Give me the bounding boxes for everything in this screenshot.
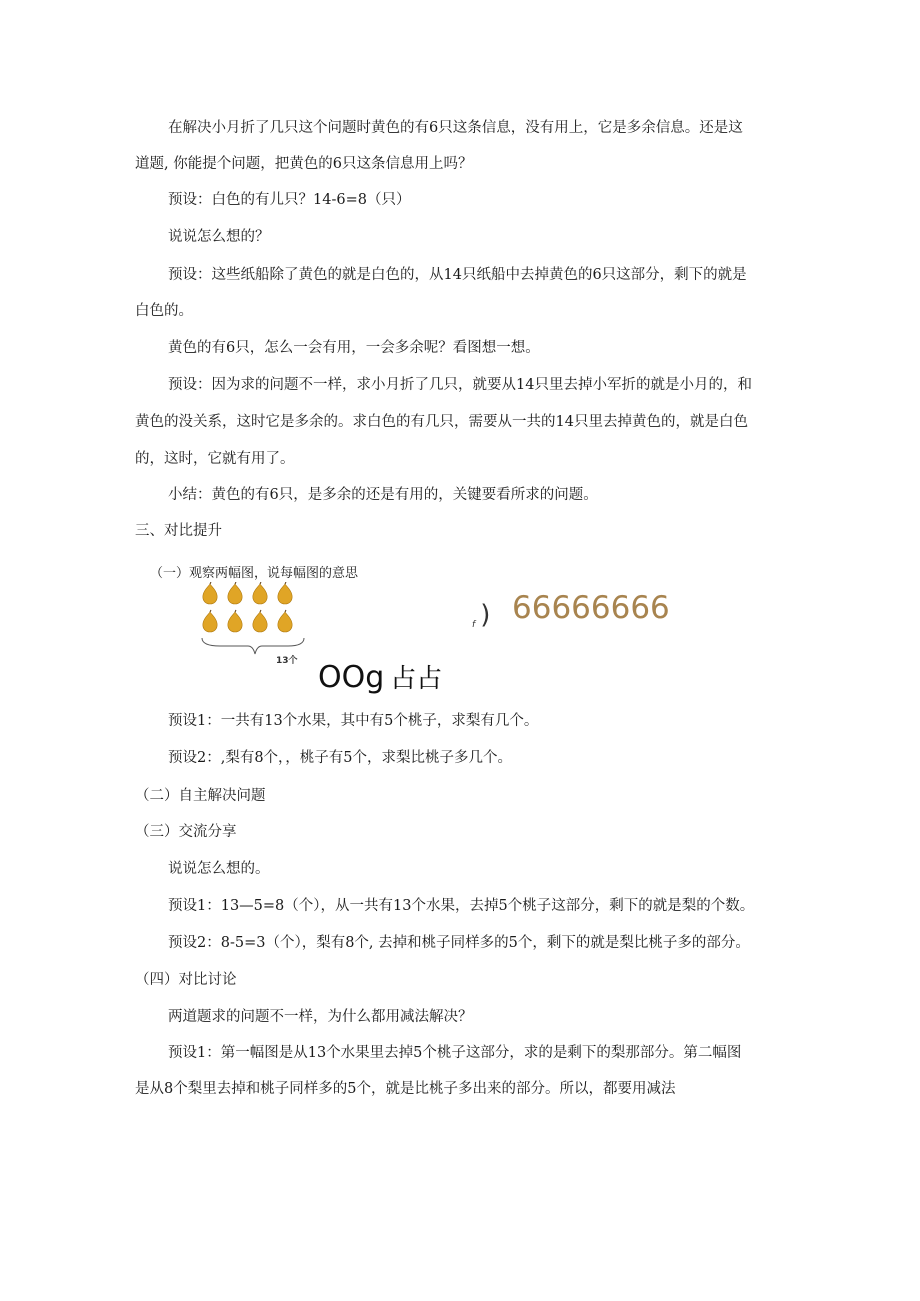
para-6-line-1: 预设：因为求的问题不一样，求小月折了几只，就要从14只里去掉小军折的就是小月的，和: [168, 377, 752, 393]
para-6-line-2: 黄色的没关系，这时它是多余的。求白色的有几只，需要从一共的14只里去掉黄色的，就是白色: [135, 414, 748, 430]
subheading-4: （四）对比讨论: [135, 972, 237, 988]
summary: 小结：黄色的有6只，是多余的还是有用的，关键要看所求的问题。: [168, 487, 598, 503]
subheading-1: （一）观察两幅图，说每幅图的意思: [150, 566, 359, 581]
para-14-line-2: 是从8个梨里去掉和桃子同样多的5个，就是比桃子多出来的部分。所以，都要用减法: [135, 1081, 676, 1097]
sixes-figure: 66666666: [512, 590, 670, 626]
subheading-2: （二）自主解决问题: [135, 788, 266, 804]
para-4-line-2: 白色的。: [135, 303, 193, 319]
oog-text: OOg: [318, 660, 385, 695]
para-10: 说说怎么想的。: [168, 861, 270, 877]
preset-2: 预设2：,梨有8个，，桃子有5个，求梨比桃子多几个。: [168, 750, 513, 766]
para-12: 预设2：8-5=3（个），梨有8个, 去掉和桃子同样多的5个，剩下的就是梨比桃子多的部分。: [168, 935, 750, 951]
para-3: 说说怎么想的？: [168, 229, 270, 245]
para-13: 两道题求的问题不一样，为什么都用减法解决？: [168, 1009, 473, 1025]
f-mark: f: [472, 620, 476, 630]
oog-zh-text: 占占: [390, 664, 443, 694]
figure-mark: [472, 600, 490, 630]
paren-mark: ): [480, 600, 491, 630]
pear-picture: [198, 582, 300, 638]
para-2: 预设：白色的有儿只？14-6=8（只）: [168, 192, 411, 208]
para-11: 预设1：13—5=8（个），从一共有13个水果，去掉5个桃子这部分，剩下的就是梨的个数。: [168, 898, 755, 914]
para-1-line-1: 在解决小月折了几只这个问题时黄色的有6只这条信息，没有用上，它是多余信息。还是这: [168, 120, 743, 136]
para-5: 黄色的有6只，怎么一会有用，一会多余呢？看图想一想。: [168, 340, 540, 356]
oog-figure: [318, 658, 442, 695]
para-6-line-3: 的，这时，它就有用了。: [135, 451, 295, 467]
brace-label: 13个: [276, 656, 298, 666]
para-14-line-1: 预设1：第一幅图是从13个水果里去掉5个桃子这部分，求的是剩下的梨那部分。第二幅图: [168, 1045, 742, 1061]
pear-icons: [198, 582, 300, 638]
para-4-line-1: 预设：这些纸船除了黄色的就是白色的，从14只纸船中去掉黄色的6只这部分，剩下的就是: [168, 267, 747, 283]
subheading-3: （三）交流分享: [135, 824, 237, 840]
para-1-line-2: 道题, 你能提个问题，把黄色的6只这条信息用上吗？: [135, 156, 473, 172]
preset-1: 预设1：一共有13个水果，其中有5个桃子，求梨有几个。: [168, 713, 539, 729]
section-heading-3: 三、对比提升: [135, 523, 222, 539]
